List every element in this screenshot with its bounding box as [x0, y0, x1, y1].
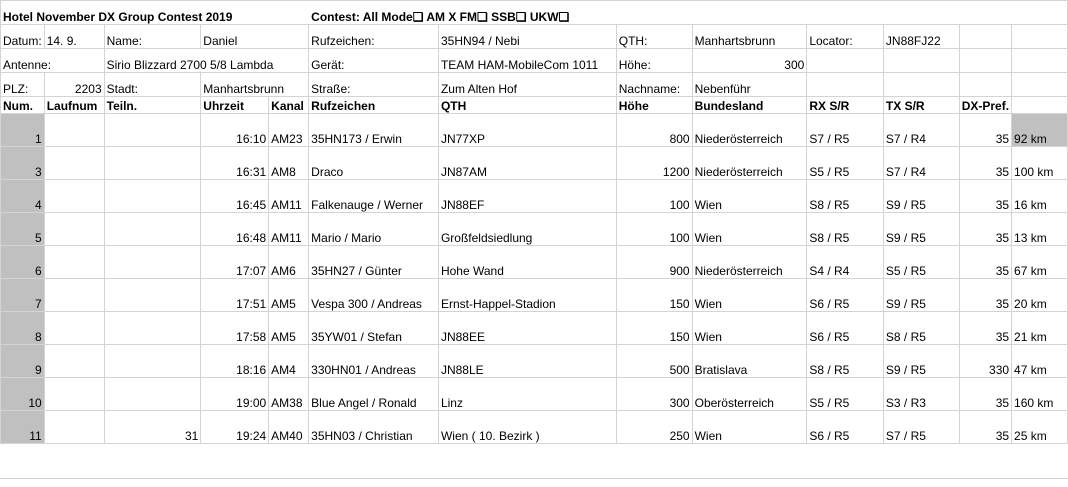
log-cell[interactable]: S7 / R5: [807, 114, 884, 147]
log-row: [1, 180, 1068, 213]
log-cell[interactable]: S6 / R5: [807, 312, 884, 345]
log-cell[interactable]: [44, 279, 104, 312]
log-cell[interactable]: S7 / R5: [883, 411, 959, 444]
name-value[interactable]: Daniel: [201, 25, 309, 49]
log-cell[interactable]: Mario / Mario: [309, 213, 439, 246]
log-cell[interactable]: [44, 180, 104, 213]
log-cell[interactable]: 47 km: [1012, 345, 1068, 378]
log-row: [1, 246, 1068, 279]
log-cell[interactable]: 150: [616, 279, 692, 312]
log-cell[interactable]: Großfeldsiedlung: [438, 213, 616, 246]
log-cell[interactable]: 17:58: [201, 312, 269, 345]
log-row: [1, 147, 1068, 180]
col-header-num[interactable]: Num.: [1, 97, 45, 114]
log-cell[interactable]: 16:45: [201, 180, 269, 213]
log-cell[interactable]: Linz: [438, 378, 616, 411]
log-cell[interactable]: 18:16: [201, 345, 269, 378]
col-header-hoehe[interactable]: Höhe: [616, 97, 692, 114]
nachname-label[interactable]: Nachname:: [616, 73, 692, 97]
log-cell[interactable]: [104, 279, 201, 312]
nachname-value[interactable]: Nebenführ: [692, 73, 807, 97]
log-cell[interactable]: [104, 147, 201, 180]
log-cell[interactable]: S5 / R5: [883, 246, 959, 279]
log-cell[interactable]: AM5: [269, 312, 309, 345]
log-cell[interactable]: JN88LE: [438, 345, 616, 378]
log-cell[interactable]: JN77XP: [438, 114, 616, 147]
contest-title[interactable]: Hotel November DX Group Contest 2019: [1, 1, 309, 25]
stadt-value[interactable]: Manhartsbrunn: [201, 73, 309, 97]
log-row: [1, 312, 1068, 345]
log-cell[interactable]: 1200: [616, 147, 692, 180]
log-cell[interactable]: 330HN01 / Andreas: [309, 345, 439, 378]
log-cell[interactable]: Oberösterreich: [692, 378, 807, 411]
row-number-cell[interactable]: 4: [1, 180, 45, 213]
log-cell[interactable]: [104, 246, 201, 279]
hoehe-value[interactable]: 300: [692, 49, 807, 73]
log-cell[interactable]: 13 km: [1012, 213, 1068, 246]
log-cell[interactable]: S7 / R4: [883, 147, 959, 180]
log-cell[interactable]: S9 / R5: [883, 213, 959, 246]
log-cell[interactable]: S9 / R5: [883, 345, 959, 378]
log-cell[interactable]: 21 km: [1012, 312, 1068, 345]
log-cell[interactable]: 35: [959, 114, 1011, 147]
log-cell[interactable]: [44, 114, 104, 147]
strasse-label[interactable]: Straße:: [309, 73, 439, 97]
log-cell[interactable]: 35: [959, 378, 1011, 411]
log-cell[interactable]: 35YW01 / Stefan: [309, 312, 439, 345]
log-cell[interactable]: JN88EE: [438, 312, 616, 345]
log-cell[interactable]: 100: [616, 180, 692, 213]
qth-value[interactable]: Manhartsbrunn: [692, 25, 807, 49]
log-cell[interactable]: S5 / R5: [807, 378, 884, 411]
log-cell[interactable]: 20 km: [1012, 279, 1068, 312]
locator-value[interactable]: JN88FJ22: [883, 25, 959, 49]
log-cell[interactable]: [44, 213, 104, 246]
log-cell[interactable]: JN88EF: [438, 180, 616, 213]
log-cell[interactable]: [44, 345, 104, 378]
log-cell[interactable]: Wien ( 10. Bezirk ): [438, 411, 616, 444]
col-header-uhrzeit[interactable]: Uhrzeit: [201, 97, 269, 114]
log-cell[interactable]: AM40: [269, 411, 309, 444]
log-cell[interactable]: 35: [959, 147, 1011, 180]
contest-mode-line[interactable]: Contest: All Mode❏ AM X FM❏ SSB❏ UKW❏: [309, 1, 960, 25]
log-cell[interactable]: Wien: [692, 411, 807, 444]
log-cell[interactable]: 19:00: [201, 378, 269, 411]
log-row: [1, 378, 1068, 411]
log-cell[interactable]: 25 km: [1012, 411, 1068, 444]
datum-value[interactable]: 14. 9.: [44, 25, 104, 49]
log-cell[interactable]: AM11: [269, 213, 309, 246]
log-cell[interactable]: 35: [959, 411, 1011, 444]
log-cell[interactable]: AM5: [269, 279, 309, 312]
geraet-label[interactable]: Gerät:: [309, 49, 439, 73]
log-cell[interactable]: 800: [616, 114, 692, 147]
log-cell[interactable]: S3 / R3: [883, 378, 959, 411]
log-cell[interactable]: Niederösterreich: [692, 246, 807, 279]
log-cell[interactable]: Draco: [309, 147, 439, 180]
log-cell[interactable]: 150: [616, 312, 692, 345]
log-cell[interactable]: [44, 378, 104, 411]
log-cell[interactable]: 160 km: [1012, 378, 1068, 411]
log-cell[interactable]: [104, 312, 201, 345]
log-cell[interactable]: 35: [959, 312, 1011, 345]
datum-label[interactable]: Datum:: [1, 25, 45, 49]
log-row: [1, 345, 1068, 378]
rufzeichen-label[interactable]: Rufzeichen:: [309, 25, 439, 49]
log-cell[interactable]: 19:24: [201, 411, 269, 444]
info-row-antenne: [1, 49, 1068, 73]
row-number-cell[interactable]: 5: [1, 213, 45, 246]
row-number-cell[interactable]: 8: [1, 312, 45, 345]
col-header-laufnum[interactable]: Laufnum: [44, 97, 104, 114]
log-cell[interactable]: Bratislava: [692, 345, 807, 378]
plz-value[interactable]: 2203: [44, 73, 104, 97]
log-cell[interactable]: JN87AM: [438, 147, 616, 180]
col-header-dxpref[interactable]: DX-Pref.: [959, 97, 1011, 114]
row-number-cell[interactable]: 3: [1, 147, 45, 180]
title-row: [1, 1, 1068, 25]
log-cell[interactable]: S8 / R5: [883, 312, 959, 345]
log-cell[interactable]: S8 / R5: [807, 345, 884, 378]
log-cell[interactable]: Wien: [692, 279, 807, 312]
log-cell[interactable]: Niederösterreich: [692, 114, 807, 147]
log-cell[interactable]: 16 km: [1012, 180, 1068, 213]
log-cell[interactable]: S8 / R5: [807, 180, 884, 213]
row-number-cell[interactable]: 1: [1, 114, 45, 147]
log-cell[interactable]: Blue Angel / Ronald: [309, 378, 439, 411]
log-cell[interactable]: AM4: [269, 345, 309, 378]
antenne-value[interactable]: Sirio Blizzard 2700 5/8 Lambda: [104, 49, 309, 73]
strasse-value[interactable]: Zum Alten Hof: [438, 73, 616, 97]
log-cell[interactable]: 35HN27 / Günter: [309, 246, 439, 279]
hoehe-label[interactable]: Höhe:: [616, 49, 692, 73]
log-cell[interactable]: Wien: [692, 180, 807, 213]
log-cell[interactable]: 16:48: [201, 213, 269, 246]
log-cell[interactable]: [104, 345, 201, 378]
log-cell[interactable]: Niederösterreich: [692, 147, 807, 180]
log-cell[interactable]: 500: [616, 345, 692, 378]
log-cell[interactable]: Ernst-Happel-Stadion: [438, 279, 616, 312]
log-cell[interactable]: 67 km: [1012, 246, 1068, 279]
log-cell[interactable]: [104, 114, 201, 147]
log-cell[interactable]: 35: [959, 213, 1011, 246]
col-header-teiln[interactable]: Teiln.: [104, 97, 201, 114]
log-cell[interactable]: 17:07: [201, 246, 269, 279]
log-row: [1, 411, 1068, 444]
log-cell[interactable]: 100 km: [1012, 147, 1068, 180]
log-row: [1, 279, 1068, 312]
name-label[interactable]: Name:: [104, 25, 201, 49]
log-cell[interactable]: [104, 378, 201, 411]
log-cell[interactable]: Wien: [692, 312, 807, 345]
row-number-cell[interactable]: 9: [1, 345, 45, 378]
col-header-kanal[interactable]: Kanal: [269, 97, 309, 114]
log-cell[interactable]: 16:10: [201, 114, 269, 147]
log-cell[interactable]: 35: [959, 279, 1011, 312]
log-cell[interactable]: 16:31: [201, 147, 269, 180]
col-header-qth[interactable]: QTH: [438, 97, 616, 114]
col-header-rx[interactable]: RX S/R: [807, 97, 884, 114]
log-cell[interactable]: 100: [616, 213, 692, 246]
log-cell[interactable]: AM11: [269, 180, 309, 213]
row-number-cell[interactable]: 10: [1, 378, 45, 411]
log-cell[interactable]: 300: [616, 378, 692, 411]
log-cell[interactable]: Vespa 300 / Andreas: [309, 279, 439, 312]
log-cell[interactable]: Wien: [692, 213, 807, 246]
log-cell[interactable]: 35: [959, 180, 1011, 213]
log-cell[interactable]: S8 / R5: [807, 213, 884, 246]
log-cell[interactable]: 35: [959, 246, 1011, 279]
row-number-cell[interactable]: 6: [1, 246, 45, 279]
rufzeichen-value[interactable]: 35HN94 / Nebi: [438, 25, 616, 49]
log-cell[interactable]: [104, 213, 201, 246]
log-cell[interactable]: S4 / R4: [807, 246, 884, 279]
log-row: [1, 213, 1068, 246]
log-cell[interactable]: S6 / R5: [807, 411, 884, 444]
row-number-cell[interactable]: 11: [1, 411, 45, 444]
stadt-label[interactable]: Stadt:: [104, 73, 201, 97]
log-cell[interactable]: S6 / R5: [807, 279, 884, 312]
log-cell[interactable]: S7 / R4: [883, 114, 959, 147]
log-cell[interactable]: [44, 246, 104, 279]
log-cell[interactable]: 17:51: [201, 279, 269, 312]
col-header-tx[interactable]: TX S/R: [883, 97, 959, 114]
locator-label[interactable]: Locator:: [807, 25, 884, 49]
col-header-rufzeichen[interactable]: Rufzeichen: [309, 97, 439, 114]
log-cell[interactable]: AM38: [269, 378, 309, 411]
log-cell[interactable]: [44, 147, 104, 180]
column-header-row: [1, 97, 1068, 114]
info-row-plz: [1, 73, 1068, 97]
qth-label[interactable]: QTH:: [616, 25, 692, 49]
plz-label[interactable]: PLZ:: [1, 73, 45, 97]
log-cell[interactable]: AM8: [269, 147, 309, 180]
log-cell[interactable]: Falkenauge / Werner: [309, 180, 439, 213]
log-cell[interactable]: S5 / R5: [807, 147, 884, 180]
log-cell[interactable]: AM6: [269, 246, 309, 279]
col-header-bundesland[interactable]: Bundesland: [692, 97, 807, 114]
log-cell[interactable]: 35HN03 / Christian: [309, 411, 439, 444]
log-row: [1, 114, 1068, 147]
log-cell[interactable]: [44, 411, 104, 444]
log-cell[interactable]: 92 km: [1012, 114, 1068, 147]
geraet-value[interactable]: TEAM HAM-MobileCom 1011: [438, 49, 616, 73]
row-number-cell[interactable]: 7: [1, 279, 45, 312]
log-cell[interactable]: AM23: [269, 114, 309, 147]
log-cell[interactable]: 330: [959, 345, 1011, 378]
log-cell[interactable]: 250: [616, 411, 692, 444]
antenne-label[interactable]: Antenne:: [1, 49, 105, 73]
log-cell[interactable]: S9 / R5: [883, 279, 959, 312]
log-cell[interactable]: [44, 312, 104, 345]
log-cell[interactable]: 35HN173 / Erwin: [309, 114, 439, 147]
log-cell[interactable]: 31: [104, 411, 201, 444]
info-row-datum: [1, 25, 1068, 49]
log-cell[interactable]: 900: [616, 246, 692, 279]
log-cell[interactable]: S9 / R5: [883, 180, 959, 213]
log-cell[interactable]: Hohe Wand: [438, 246, 616, 279]
log-cell[interactable]: [104, 180, 201, 213]
